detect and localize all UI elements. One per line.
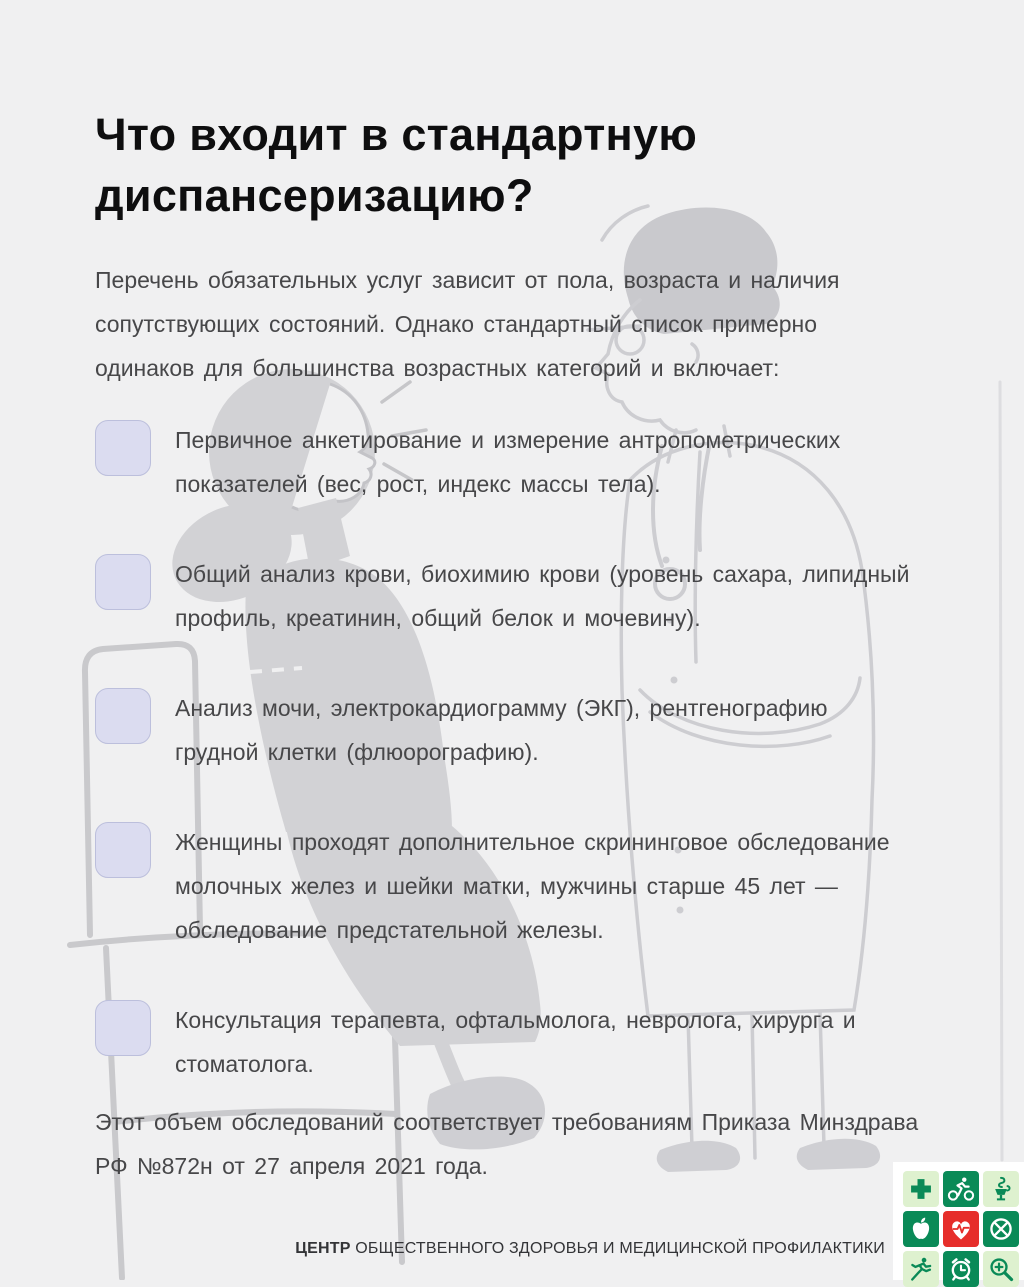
list-item — [95, 418, 925, 506]
page-title: Что входит в стандартную диспансеризацию? — [95, 109, 698, 221]
alarm-clock-icon — [943, 1251, 979, 1287]
list-item — [95, 686, 925, 774]
runner-icon — [903, 1251, 939, 1287]
no-sign-icon — [983, 1211, 1019, 1247]
bullet-square-icon — [95, 420, 151, 476]
bullet-square-icon — [95, 554, 151, 610]
logo-grid — [903, 1171, 1024, 1287]
list-item-text: Первичное анкетирование и измерение антропометрических показателей (вес, рост, индекс массы тела). — [175, 427, 841, 497]
magnifier-plus-icon — [983, 1251, 1019, 1287]
cyclist-icon — [943, 1171, 979, 1207]
bowl-of-hygieia-icon — [983, 1171, 1019, 1207]
bullet-square-icon — [95, 1000, 151, 1056]
medical-cross-icon — [903, 1171, 939, 1207]
main-content — [95, 104, 925, 1188]
bullet-square-icon — [95, 688, 151, 744]
heart-ecg-icon — [943, 1211, 979, 1247]
list-item-text: Анализ мочи, электрокардиограмму (ЭКГ), рентгенографию грудной клетки (флюорографию). — [175, 695, 828, 765]
footer-org-rest: ОБЩЕСТВЕННОГО ЗДОРОВЬЯ И МЕДИЦИНСКОЙ ПРОФИЛАКТИКИ — [350, 1240, 885, 1257]
footer-organization-name — [295, 1240, 885, 1258]
intro-paragraph: Перечень обязательных услуг зависит от пола, возраста и наличия сопутствующих состояний. Однако стандартный список примерно одинаков для большинства возрастных категорий и включает: — [95, 267, 840, 381]
list-item-text: Общий анализ крови, биохимию крови (уровень сахара, липидный профиль, креатинин, общий белок и мочевину). — [175, 561, 910, 631]
bullet-square-icon — [95, 822, 151, 878]
list-item — [95, 998, 925, 1086]
service-list — [95, 418, 925, 1086]
closing-paragraph: Этот объем обследований соответствует требованиям Приказа Минздрава РФ №872н от 27 апреля 2021 года. — [95, 1109, 919, 1179]
list-item — [95, 820, 925, 952]
list-item-text: Консультация терапевта, офтальмолога, невролога, хирурга и стоматолога. — [175, 1007, 856, 1077]
list-item — [95, 552, 925, 640]
list-item-text: Женщины проходят дополнительное скрининговое обследование молочных желез и шейки матки, мужчины старше 45 лет — обследование предстательной железы. — [175, 829, 890, 943]
center-logo — [893, 1162, 1024, 1280]
apple-icon — [903, 1211, 939, 1247]
footer-org-bold: ЦЕНТР — [295, 1240, 351, 1257]
